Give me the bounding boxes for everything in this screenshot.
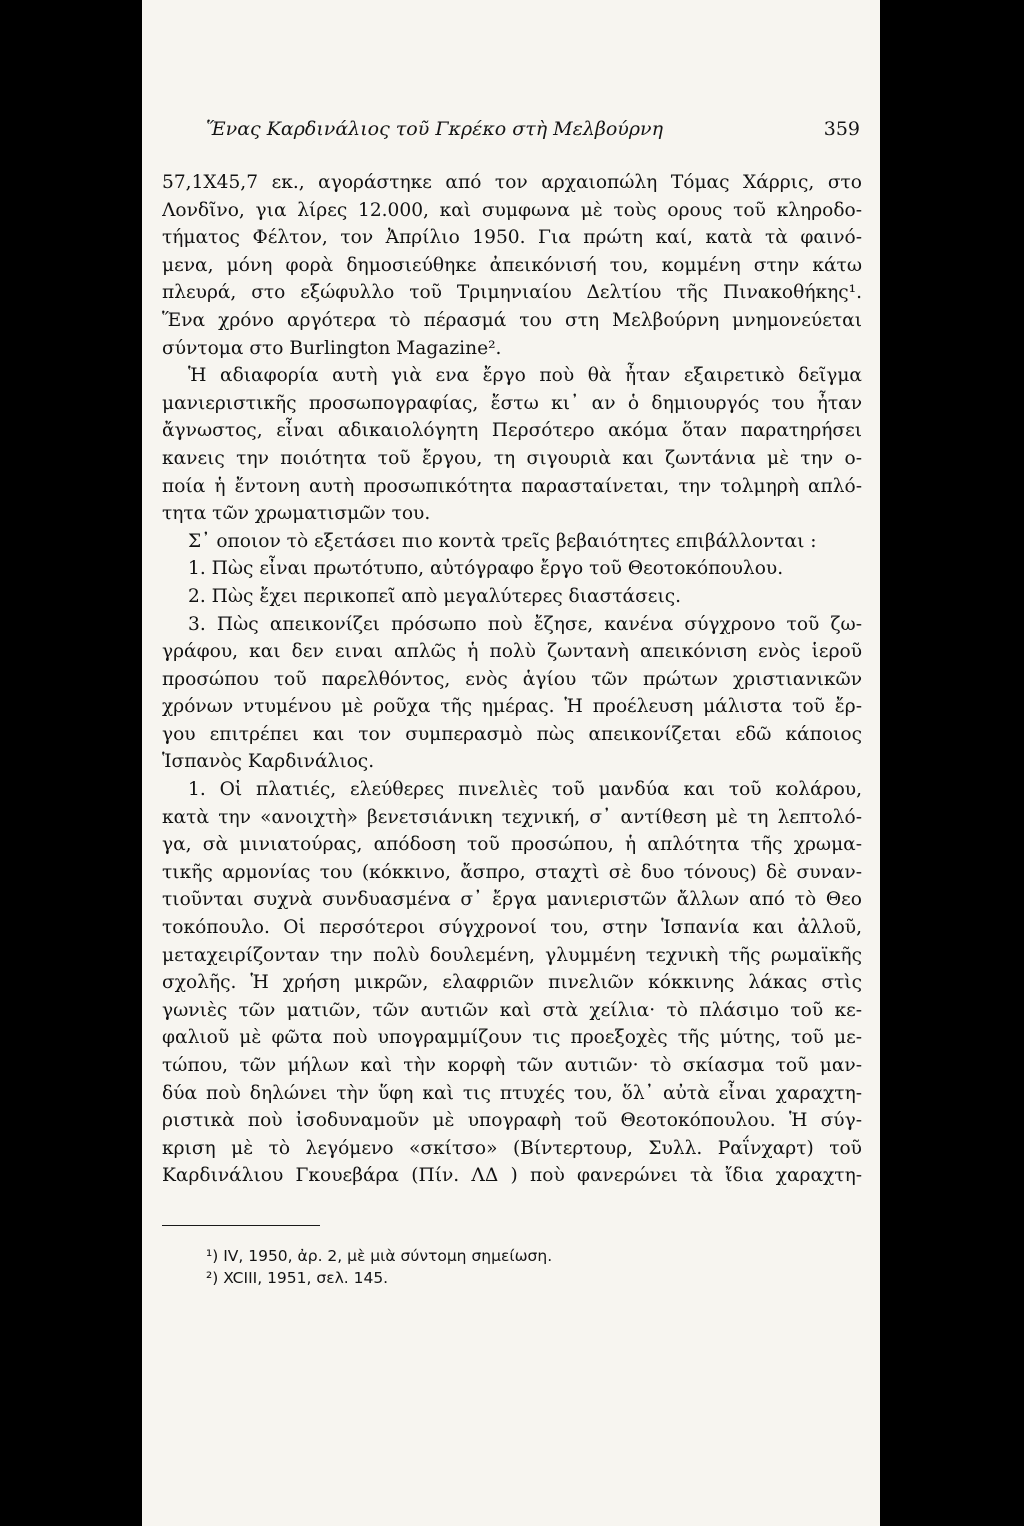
footnote-divider — [162, 1225, 320, 1226]
text-line: ἄγνωστος, εἶναι αδικαιολόγητη Περσότερο ακόμα ὅταν παρατηρήσει — [162, 420, 862, 442]
text-line: 3. Πὼς απεικονίζει πρόσωπο ποὺ ἔζησε, κανένα σύγχρονο τοῦ ζω- — [188, 613, 862, 635]
text-line: τητα τῶν χρωματισμῶν του. — [162, 503, 431, 525]
text-line: μανιεριστικῆς προσωπογραφίας, ἔστω κι᾽ αν ὁ δημιουργός του ἦταν — [162, 392, 862, 414]
text-line: προσώπου τοῦ παρελθόντος, ενὸς ἁγίου τῶν πρώτων χριστιανικῶν — [162, 668, 862, 690]
footnote: ²) XCIII, 1951, σελ. 145. — [206, 1269, 389, 1287]
text-line: 57,1X45,7 εκ., αγοράστηκε από τον αρχαιοπώλη Τόμας Χάρρις, στο — [162, 172, 862, 193]
text-line: 1. Οἱ πλατιές, ελεύθερες πινελιὲς τοῦ μανδύα και τοῦ κολάρου, — [188, 779, 862, 801]
text-line: τικῆς αρμονίας του (κόκκινο, ἄσπρο, σταχτὶ σὲ δυο τόνους) δὲ συναν- — [162, 861, 862, 883]
body-text — [162, 169, 862, 1190]
text-line: μεταχειρίζονταν την πολὺ δουλεμένη, γλυμμένη τεχνικὴ τῆς ρωμαϊκῆς — [162, 944, 862, 966]
text-line: φαλιοῦ μὲ φῶτα ποὺ υπογραμμίζουν τις προεξοχὲς τῆς μύτης, τοῦ με- — [162, 1027, 862, 1049]
footnotes — [206, 1245, 806, 1289]
text-line: γου επιτρέπει και τον συμπερασμὸ πὼς απεικονίζεται εδῶ κάποιος — [162, 723, 862, 745]
text-line: Ἡ αδιαφορία αυτὴ γιὰ ενα ἔργο ποὺ θὰ ἦταν εξαιρετικὸ δεῖγμα — [188, 365, 862, 387]
text-line: κατὰ την «ανοιχτὴ» βενετσιάνικη τεχνική, σ᾽ αντίθεση μὲ τη λεπτολό- — [162, 806, 862, 828]
text-line: 2. Πὼς ἔχει περικοπεῖ απὸ μεγαλύτερες διαστάσεις. — [188, 585, 682, 607]
text-line: τιοῦνται συχνὰ συνδυασμένα σ᾽ ἔργα μανιεριστῶν ἄλλων από τὸ Θεο — [162, 889, 862, 911]
text-line: δύα ποὺ δηλώνει τὴν ὕφη καὶ τις πτυχές του, ὅλ᾽ αὐτὰ εἶναι χαραχτη- — [162, 1082, 862, 1104]
text-line: γωνιὲς τῶν ματιῶν, τῶν αυτιῶν καὶ στὰ χείλια· τὸ πλάσιμο τοῦ κε- — [162, 999, 862, 1021]
text-line: τήματος Φέλτον, τον Ἀπρίλιο 1950. Για πρώτη καί, κατὰ τὰ φαινό- — [162, 227, 862, 249]
text-line: κανεις την ποιότητα τοῦ ἔργου, τη σιγουριὰ και ζωντάνια μὲ την ο- — [162, 447, 862, 469]
text-line: Λονδῖνο, για λίρες 12.000, καὶ συμφωνα μὲ τοὺς ορους τοῦ κληροδο- — [162, 199, 862, 221]
text-line: σύντομα στο Burlington Magazine². — [162, 337, 502, 359]
text-line: ριστικὰ ποὺ ἰσοδυναμοῦν μὲ υπογραφὴ τοῦ Θεοτοκόπουλου. Ἡ σύγ- — [162, 1110, 862, 1132]
text-line: κριση μὲ τὸ λεγόμενο «σκίτσο» (Βίντερτουρ, Συλλ. Ραΐνχαρτ) τοῦ — [162, 1137, 862, 1159]
text-line: Ἱσπανὸς Καρδινάλιος. — [162, 751, 375, 773]
text-line: γράφου, και δεν ειναι απλῶς ἡ πολὺ ζωντανὴ απεικόνιση ενὸς ἱεροῦ — [162, 641, 862, 663]
text-line: τώπου, τῶν μήλων καὶ τὴν κορφὴ τῶν αυτιῶν· τὸ σκίασμα τοῦ μαν- — [162, 1055, 862, 1076]
text-line: σχολῆς. Ἡ χρήση μικρῶν, ελαφριῶν πινελιῶν κόκκινης λάκας στὶς — [162, 972, 862, 994]
text-line: τοκόπουλο. Οἱ περσότεροι σύγχρονοί του, στην Ἱσπανία και ἀλλοῦ, — [162, 917, 862, 939]
text-line: μενα, μόνη φορὰ δημοσιεύθηκε ἀπεικόνισή του, κομμένη στην κάτω — [162, 254, 862, 276]
text-line: Καρδινάλιου Γκουεβάρα (Πίν. ΛΔ ) ποὺ φανερώνει τὰ ἴδια χαραχτη- — [162, 1165, 862, 1187]
running-title: Ἕνας Καρδινάλιος τοῦ Γκρέκο στὴ Μελβούρνη — [206, 118, 663, 140]
footnote: ¹) IV, 1950, ἀρ. 2, μὲ μιὰ σύντομη σημείωση. — [206, 1247, 553, 1265]
text-line: πλευρά, στο εξώφυλλο τοῦ Τριμηνιαίου Δελτίου τῆς Πινακοθήκης¹. — [162, 282, 862, 304]
running-header — [168, 118, 880, 148]
text-line: Σ᾽ οποιον τὸ εξετάσει πιο κοντὰ τρεῖς βεβαιότητες επιβάλλονται : — [188, 530, 817, 552]
text-line: ποία ἡ ἔντονη αυτὴ προσωπικότητα παρασταίνεται, την τολμηρὴ απλό- — [162, 475, 862, 497]
page-number: 359 — [823, 118, 860, 140]
text-line: γα, σὰ μινιατούρας, απόδοση τοῦ προσώπου, ἡ απλότητα τῆς χρωμα- — [162, 834, 862, 856]
text-line: Ἕνα χρόνο αργότερα τὸ πέρασμά του στη Μελβούρνη μνημονεύεται — [162, 309, 862, 331]
text-line: χρόνων ντυμένου μὲ ροῦχα τῆς ημέρας. Ἡ προέλευση μάλιστα τοῦ ἔρ- — [162, 696, 862, 718]
text-line: 1. Πὼς εἶναι πρωτότυπο, αὐτόγραφο ἔργο τοῦ Θεοτοκόπουλου. — [188, 558, 784, 580]
